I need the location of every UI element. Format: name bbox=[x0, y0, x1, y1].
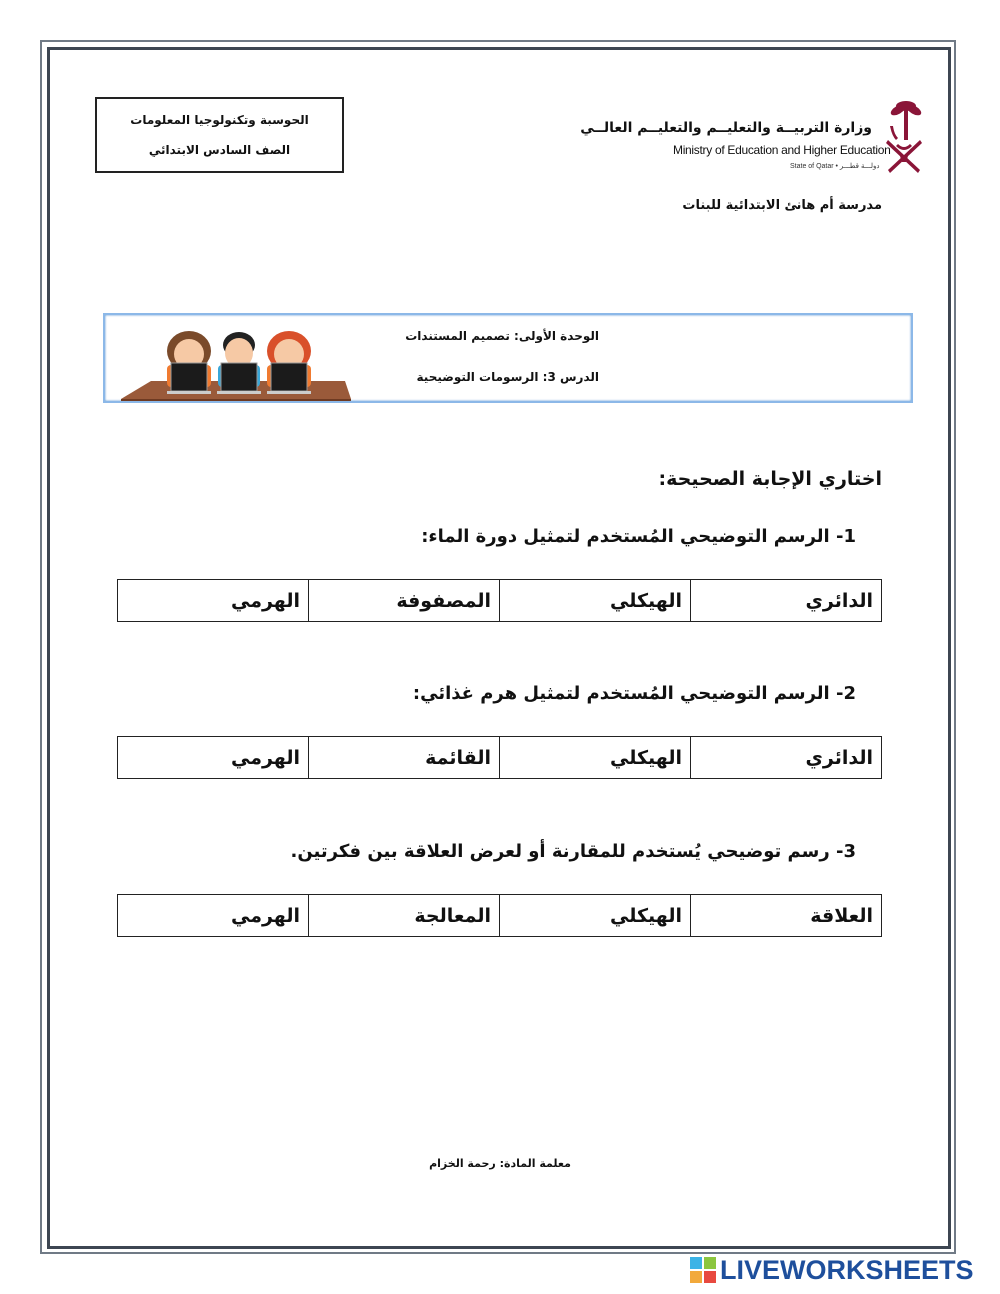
state-of-qatar-label: State of Qatar • دولـــة قطـــر bbox=[790, 163, 880, 170]
answer-option[interactable]: المصفوفة bbox=[309, 580, 500, 622]
question-1: 1- الرسم التوضيحي المُستخدم لتمثيل دورة الماء: bbox=[421, 526, 856, 547]
answer-option[interactable]: العلاقة bbox=[691, 895, 882, 937]
answer-option[interactable]: الهيكلي bbox=[500, 737, 691, 779]
lesson-title: الدرس 3: الرسومات التوضيحية bbox=[416, 370, 599, 384]
answer-option[interactable]: الهرمي bbox=[118, 737, 309, 779]
subject-box bbox=[95, 97, 344, 173]
ministry-name-arabic: وزارة التربيــة والتعليــم والتعليــم العالــي bbox=[580, 120, 872, 136]
question-3: 3- رسم توضيحي يُستخدم للمقارنة أو لعرض العلاقة بين فكرتين. bbox=[290, 841, 856, 862]
answer-option[interactable]: الهيكلي bbox=[500, 895, 691, 937]
unit-title: الوحدة الأولى: تصميم المستندات bbox=[405, 329, 599, 343]
answer-option[interactable]: الدائري bbox=[691, 737, 882, 779]
answer-option[interactable]: القائمة bbox=[309, 737, 500, 779]
instruction-heading: اختاري الإجابة الصحيحة: bbox=[658, 468, 882, 490]
question-2: 2- الرسم التوضيحي المُستخدم لتمثيل هرم غذائي: bbox=[412, 683, 856, 704]
liveworksheets-logo bbox=[690, 1255, 974, 1285]
answer-option[interactable]: الهيكلي bbox=[500, 580, 691, 622]
school-name: مدرسة أم هانئ الابتدائية للبنات bbox=[682, 198, 882, 213]
liveworksheets-brand-text: LIVEWORKSHEETS bbox=[720, 1254, 974, 1285]
answer-option[interactable]: المعالجة bbox=[309, 895, 500, 937]
teacher-name: معلمة المادة: رحمة الخزام bbox=[429, 1157, 571, 1170]
liveworksheets-blocks-icon bbox=[690, 1257, 716, 1283]
question-1-options bbox=[117, 579, 882, 622]
answer-option[interactable]: الهرمي bbox=[118, 895, 309, 937]
children-at-computers-illustration bbox=[121, 321, 351, 401]
lesson-banner bbox=[103, 313, 913, 403]
subject-label: الحوسبة وتكنولوجيا المعلومات bbox=[130, 113, 309, 127]
qatar-emblem-icon bbox=[882, 96, 926, 176]
answer-option[interactable]: الهرمي bbox=[118, 580, 309, 622]
grade-label: الصف السادس الابتدائي bbox=[148, 143, 291, 157]
question-2-options bbox=[117, 736, 882, 779]
page-border-inner bbox=[47, 47, 951, 1249]
ministry-name-english: Ministry of Education and Higher Education bbox=[673, 143, 891, 157]
answer-option[interactable]: الدائري bbox=[691, 580, 882, 622]
question-3-options bbox=[117, 894, 882, 937]
